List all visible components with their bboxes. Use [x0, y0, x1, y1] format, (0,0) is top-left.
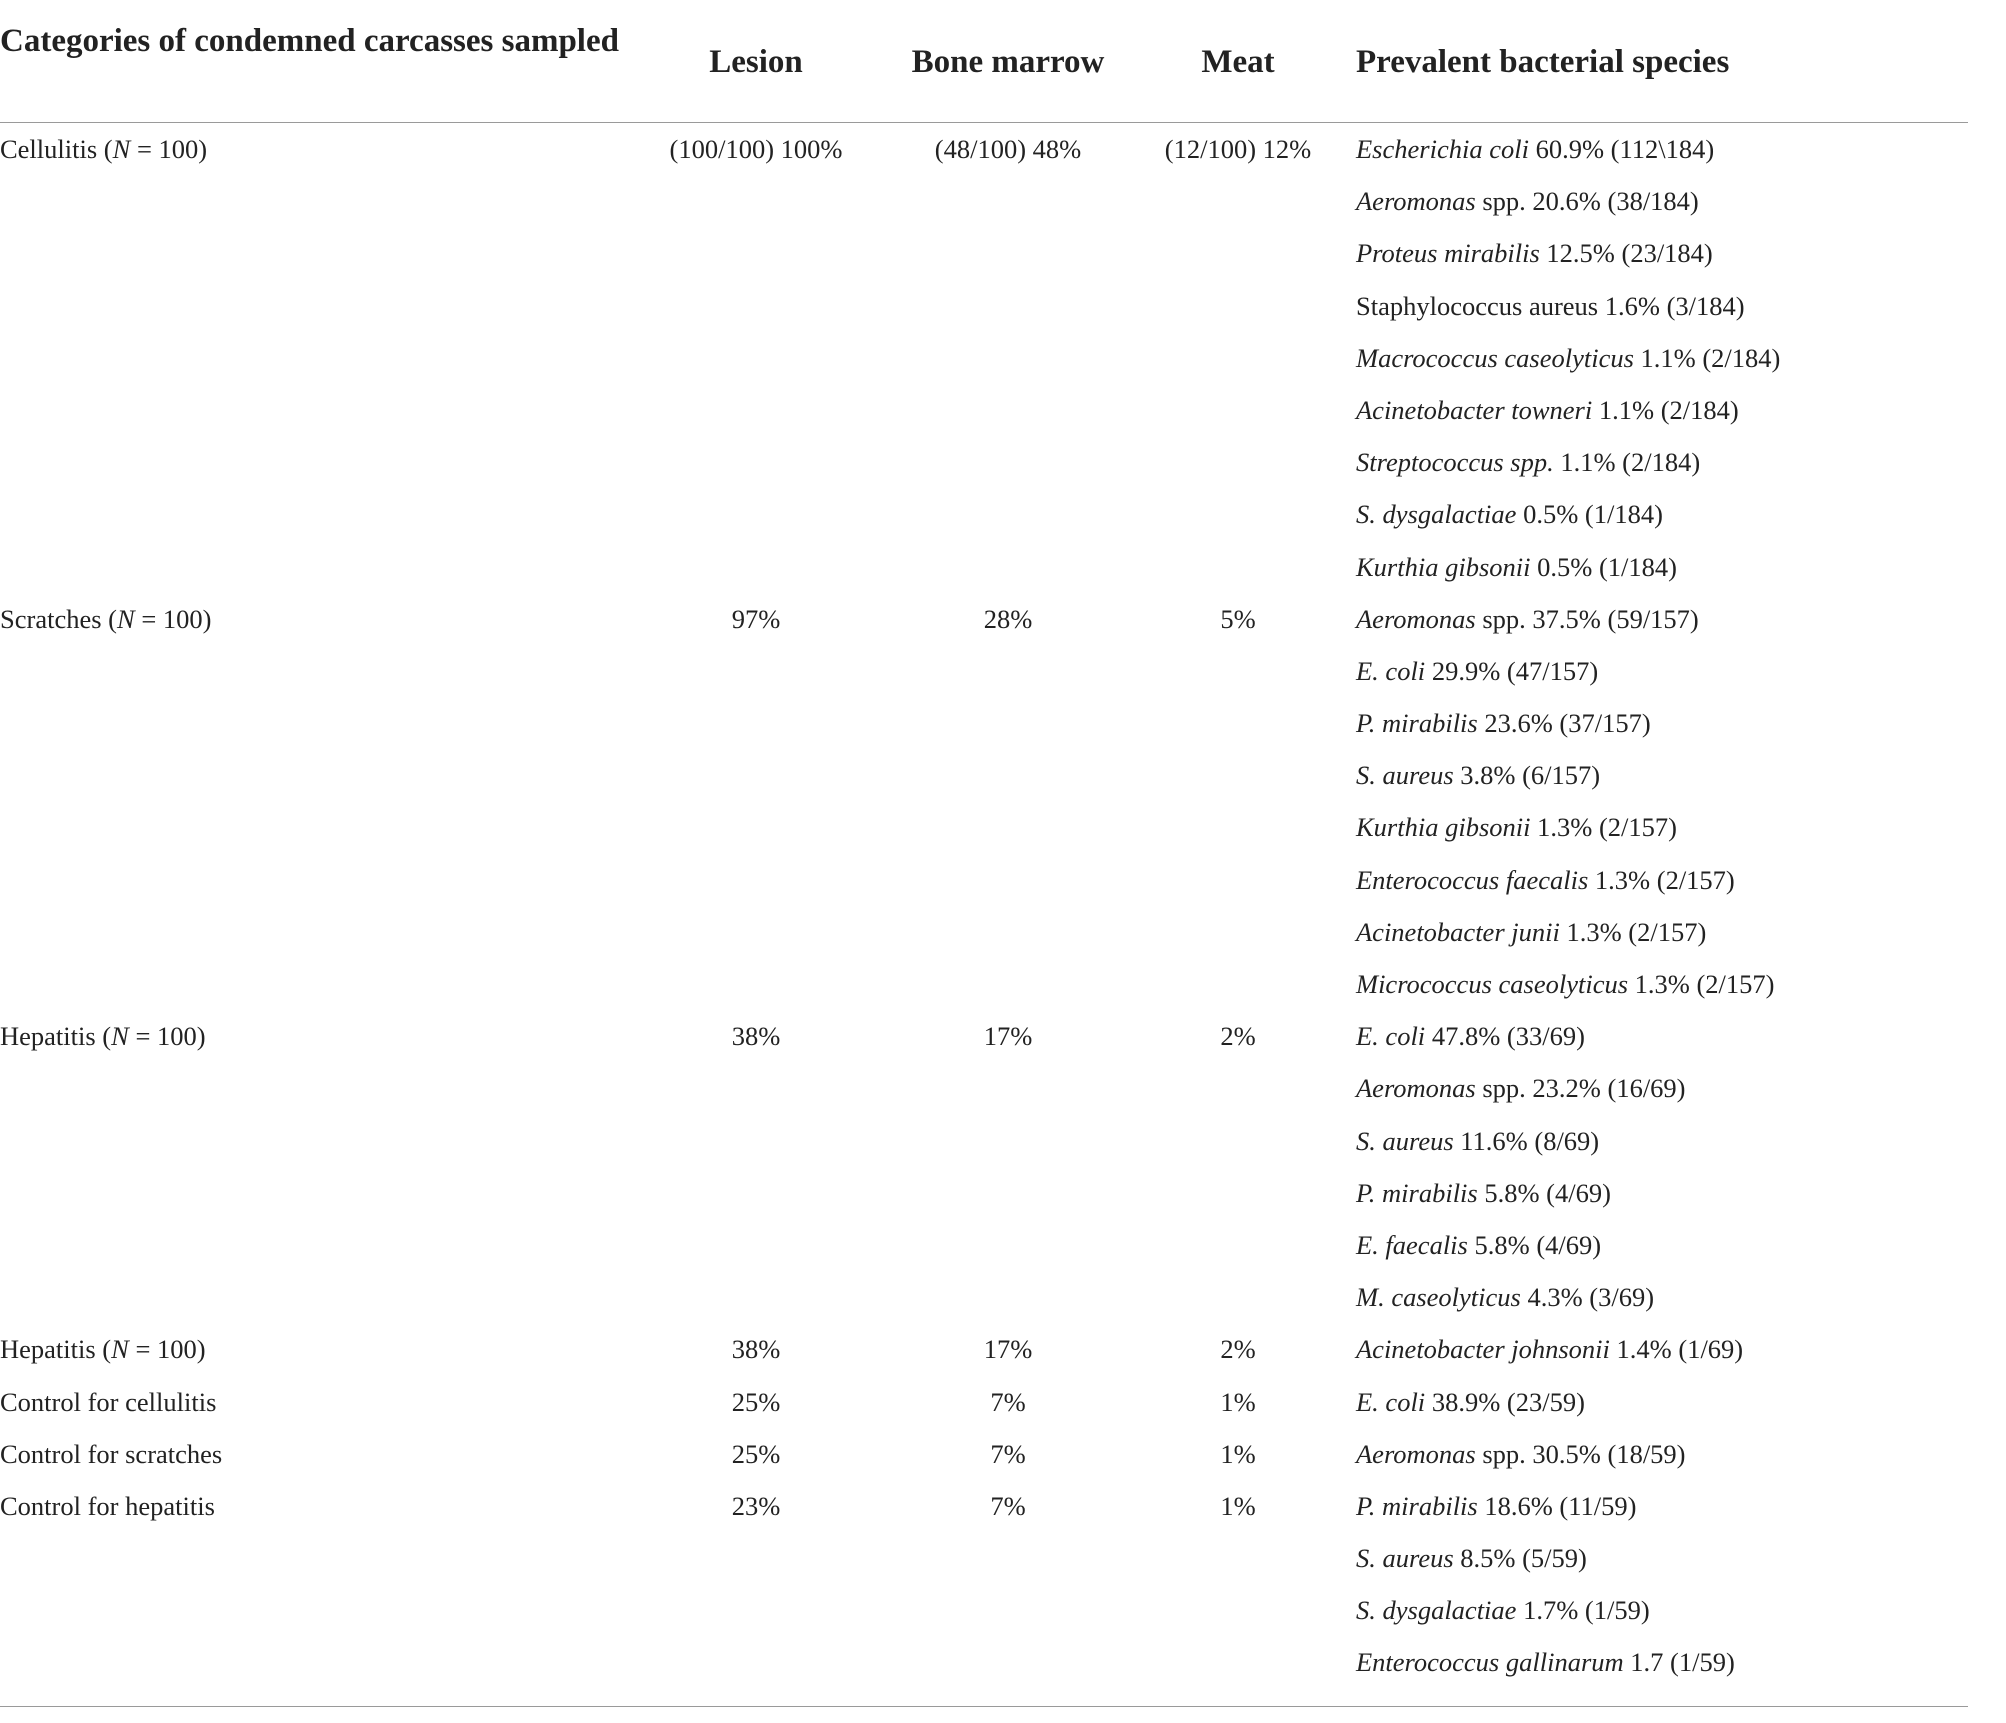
- category-label: Cellulitis (: [0, 134, 113, 164]
- species-prevalence: 60.9% (112\184): [1528, 134, 1715, 164]
- species-name: Enterococcus gallinarum: [1356, 1647, 1624, 1678]
- species-prevalence: 1.1% (2/184): [1553, 447, 1701, 478]
- species-name: P. mirabilis: [1356, 708, 1478, 739]
- table-row: [0, 801, 1968, 853]
- category-cell: [0, 123, 207, 175]
- species-name: Aeromonas: [1356, 603, 1476, 634]
- category-label: Scratches (: [0, 603, 117, 634]
- species-name: M. caseolyticus: [1356, 1282, 1521, 1313]
- species-cell: [1356, 645, 1598, 697]
- species-name: E. coli: [1356, 655, 1426, 686]
- species-cell: [1356, 227, 1713, 279]
- bone-marrow-cell: 17%: [983, 1334, 1033, 1365]
- species-prevalence: 1.7% (1/59): [1516, 1595, 1650, 1626]
- table-row: [0, 1115, 1968, 1167]
- category-label: Control for scratches: [0, 1438, 223, 1469]
- species-name: P. mirabilis: [1356, 1177, 1478, 1208]
- sample-size-value: = 100): [128, 1334, 206, 1365]
- category-cell: [0, 1323, 206, 1375]
- header-lesion: Lesion: [709, 44, 803, 80]
- table-header: [0, 0, 1968, 123]
- species-cell: [1356, 384, 1739, 436]
- lesion-cell: 38%: [731, 1021, 781, 1052]
- species-name: S. aureus: [1356, 760, 1454, 791]
- species-cell: [1356, 280, 1745, 332]
- sample-size-symbol: N: [111, 1021, 129, 1052]
- species-name: Proteus mirabilis: [1356, 238, 1540, 269]
- species-cell: [1356, 488, 1663, 540]
- species-prevalence: spp. 37.5% (59/157): [1475, 603, 1699, 634]
- species-cell: [1356, 1532, 1587, 1584]
- species-prevalence: 1.1% (2/184): [1592, 394, 1739, 425]
- species-cell: [1356, 1271, 1654, 1323]
- species-cell: [1356, 1115, 1599, 1167]
- header-category: Categories of condemned carcasses sampled: [0, 23, 619, 59]
- table-row: [0, 1376, 1968, 1428]
- table-row: [0, 1636, 1968, 1688]
- header-meat: Meat: [1201, 44, 1275, 80]
- table-body: [0, 123, 1968, 1689]
- bone-marrow-cell: 7%: [990, 1490, 1026, 1521]
- species-prevalence: spp. 23.2% (16/69): [1475, 1073, 1686, 1104]
- species-cell: [1356, 436, 1700, 488]
- table-row: [0, 645, 1968, 697]
- species-prevalence: 5.8% (4/69): [1477, 1177, 1611, 1208]
- species-cell: [1356, 1584, 1650, 1636]
- species-prevalence: 5.8% (4/69): [1467, 1229, 1602, 1260]
- meat-cell: 1%: [1220, 1438, 1256, 1469]
- species-prevalence: 1.6% (3/184): [1598, 290, 1745, 321]
- species-prevalence: 12.5% (23/184): [1539, 238, 1713, 269]
- table-row: [0, 541, 1968, 593]
- table-row: [0, 1532, 1968, 1584]
- table-row: [0, 1010, 1968, 1062]
- lesion-cell: (100/100) 100%: [669, 134, 843, 164]
- species-name: Aeromonas: [1356, 186, 1476, 217]
- table-row: [0, 175, 1968, 227]
- sample-size-symbol: N: [117, 603, 135, 634]
- species-prevalence: 1.3% (2/157): [1628, 969, 1775, 999]
- species-prevalence: 29.9% (47/157): [1425, 655, 1599, 686]
- species-cell: [1356, 801, 1677, 853]
- table-row: [0, 697, 1968, 749]
- species-cell: [1356, 1376, 1585, 1428]
- category-label: Control for cellulitis: [0, 1386, 217, 1417]
- table-row: [0, 1219, 1968, 1271]
- sample-size-value: = 100): [128, 1021, 206, 1052]
- species-prevalence: spp. 20.6% (38/184): [1475, 186, 1699, 217]
- species-name: Kurthia gibsonii: [1356, 551, 1531, 582]
- bone-marrow-cell: 17%: [983, 1021, 1033, 1052]
- species-name: Aeromonas: [1356, 1438, 1476, 1469]
- species-prevalence: 3.8% (6/157): [1453, 760, 1601, 791]
- species-cell: [1356, 697, 1651, 749]
- category-cell: [0, 593, 211, 645]
- species-name: P. mirabilis: [1356, 1490, 1478, 1521]
- table-bottom-rule: [0, 1706, 1968, 1707]
- species-prevalence: 0.5% (1/184): [1530, 551, 1677, 582]
- table-row: [0, 906, 1968, 958]
- lesion-cell: 23%: [731, 1490, 781, 1521]
- category-cell: [0, 1010, 206, 1062]
- species-cell: [1356, 854, 1735, 906]
- species-prevalence: 8.5% (5/59): [1453, 1543, 1587, 1574]
- species-name: E. coli: [1356, 1386, 1426, 1417]
- meat-cell: 1%: [1220, 1386, 1256, 1417]
- species-prevalence: 18.6% (11/59): [1477, 1490, 1637, 1521]
- species-name: S. aureus: [1356, 1125, 1454, 1156]
- table-row: [0, 332, 1968, 384]
- species-cell: [1356, 906, 1706, 958]
- table-row: [0, 1323, 1968, 1375]
- category-label: Hepatitis (: [0, 1021, 112, 1052]
- species-name: Aeromonas: [1356, 1073, 1476, 1104]
- header-bone-marrow: Bone marrow: [911, 44, 1105, 80]
- category-label: Control for hepatitis: [0, 1490, 215, 1521]
- species-cell: [1356, 593, 1699, 645]
- bone-marrow-cell: 7%: [990, 1386, 1026, 1417]
- species-prevalence: 23.6% (37/157): [1477, 708, 1651, 739]
- species-prevalence: 1.1% (2/184): [1633, 342, 1781, 373]
- category-label: Hepatitis (: [0, 1334, 112, 1365]
- lesion-cell: 25%: [731, 1386, 781, 1417]
- species-prevalence: 1.7 (1/59): [1623, 1647, 1735, 1678]
- species-name: Staphylococcus aureus: [1356, 290, 1599, 321]
- species-prevalence: 38.9% (23/59): [1425, 1386, 1585, 1417]
- species-prevalence: 1.3% (2/157): [1530, 812, 1677, 843]
- table-row: [0, 749, 1968, 801]
- species-name: E. coli: [1356, 1021, 1426, 1052]
- sample-size-symbol: N: [111, 1334, 129, 1365]
- sample-size-symbol: N: [112, 134, 131, 164]
- species-cell: [1356, 1010, 1585, 1062]
- species-name: Streptococcus spp.: [1356, 447, 1554, 478]
- table-row: [0, 958, 1968, 1010]
- sample-size-value: = 100): [134, 603, 212, 634]
- species-prevalence: 11.6% (8/69): [1453, 1125, 1600, 1156]
- table-row: [0, 227, 1968, 279]
- species-prevalence: spp. 30.5% (18/59): [1475, 1438, 1686, 1469]
- species-name: S. dysgalactiae: [1356, 499, 1517, 530]
- species-name: E. faecalis: [1356, 1229, 1468, 1260]
- species-cell: [1356, 749, 1600, 801]
- species-name: Acinetobacter johnsonii: [1356, 1334, 1610, 1365]
- species-cell: [1356, 123, 1714, 175]
- table-row: [0, 488, 1968, 540]
- table-row: [0, 854, 1968, 906]
- header-species: Prevalent bacterial species: [1356, 44, 1730, 80]
- table-row: [0, 1167, 1968, 1219]
- species-cell: [1356, 175, 1699, 227]
- species-name: Enterococcus faecalis: [1356, 864, 1589, 895]
- lesion-cell: 25%: [731, 1438, 781, 1469]
- lesion-cell: 38%: [731, 1334, 781, 1365]
- species-name: Escherichia coli: [1356, 134, 1529, 164]
- table-row: [0, 1584, 1968, 1636]
- table-row: [0, 1271, 1968, 1323]
- table-row: [0, 436, 1968, 488]
- species-cell: [1356, 1323, 1743, 1375]
- species-cell: [1356, 1219, 1601, 1271]
- category-cell: [0, 1376, 216, 1428]
- table-row: [0, 1062, 1968, 1114]
- table-row: [0, 1480, 1968, 1532]
- bone-marrow-cell: 7%: [990, 1438, 1026, 1469]
- species-prevalence: 47.8% (33/69): [1425, 1021, 1585, 1052]
- species-name: Macrococcus caseolyticus: [1356, 342, 1634, 373]
- bone-marrow-cell: 28%: [983, 603, 1033, 634]
- species-cell: [1356, 1167, 1611, 1219]
- species-cell: [1356, 1428, 1686, 1480]
- species-name: Kurthia gibsonii: [1356, 812, 1531, 843]
- species-cell: [1356, 958, 1774, 1010]
- species-prevalence: 1.4% (1/69): [1609, 1334, 1744, 1365]
- species-prevalence: 1.3% (2/157): [1588, 864, 1735, 895]
- meat-cell: 2%: [1220, 1334, 1256, 1365]
- species-cell: [1356, 1480, 1636, 1532]
- species-name: Acinetobacter towneri: [1356, 394, 1593, 425]
- species-cell: [1356, 541, 1677, 593]
- table-row: [0, 384, 1968, 436]
- meat-cell: (12/100) 12%: [1164, 134, 1312, 164]
- species-prevalence: 0.5% (1/184): [1516, 499, 1663, 530]
- lesion-cell: 97%: [731, 603, 781, 634]
- table-row: [0, 123, 1968, 175]
- species-prevalence: 1.3% (2/157): [1559, 916, 1707, 947]
- species-prevalence: 4.3% (3/69): [1520, 1282, 1655, 1313]
- species-name: Acinetobacter junii: [1356, 916, 1560, 947]
- table-row: [0, 1428, 1968, 1480]
- meat-cell: 1%: [1220, 1490, 1256, 1521]
- category-cell: [0, 1480, 215, 1532]
- species-cell: [1356, 1636, 1735, 1688]
- species-name: S. dysgalactiae: [1356, 1595, 1517, 1626]
- species-cell: [1356, 332, 1780, 384]
- table-row: [0, 593, 1968, 645]
- meat-cell: 5%: [1220, 603, 1256, 634]
- species-name: S. aureus: [1356, 1543, 1454, 1574]
- meat-cell: 2%: [1220, 1021, 1256, 1052]
- sample-size-value: = 100): [130, 134, 208, 164]
- table-row: [0, 280, 1968, 332]
- bone-marrow-cell: (48/100) 48%: [934, 134, 1082, 164]
- species-name: Micrococcus caseolyticus: [1356, 969, 1629, 999]
- species-cell: [1356, 1062, 1686, 1114]
- category-cell: [0, 1428, 222, 1480]
